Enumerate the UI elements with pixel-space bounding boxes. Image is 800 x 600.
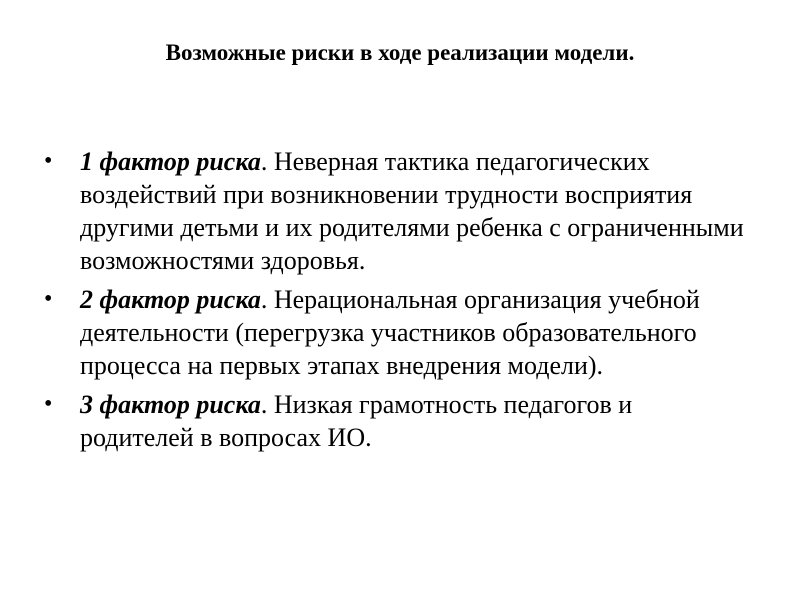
list-item-risk-2 <box>40 283 750 382</box>
list-item-risk-3 <box>40 388 750 454</box>
risk-description: . Низкая грамотность педагогов и родителей в вопросах ИО. <box>80 390 633 452</box>
bullet-icon: • <box>44 148 53 174</box>
bullet-icon: • <box>44 286 53 312</box>
slide-title: Возможные риски в ходе реализации модели. <box>165 40 635 65</box>
bullet-icon: • <box>44 391 53 417</box>
risk-list <box>40 145 750 460</box>
list-item-risk-1 <box>40 145 750 277</box>
risk-factor-label: 2 фактор риска <box>80 285 261 314</box>
risk-description: . Нерациональная организация учебной деятельности (перегрузка участников образовательного процесса на первых этапах внедрения модели). <box>80 285 700 380</box>
risk-factor-label: 1 фактор риска <box>80 147 261 176</box>
risk-factor-label: 3 фактор риска <box>80 390 261 419</box>
risk-description: . Неверная тактика педагогических воздействий при возникновении трудности восприятия другими детьми и их родителями ребенка с ограниченными возможностями здоровья. <box>80 147 744 275</box>
